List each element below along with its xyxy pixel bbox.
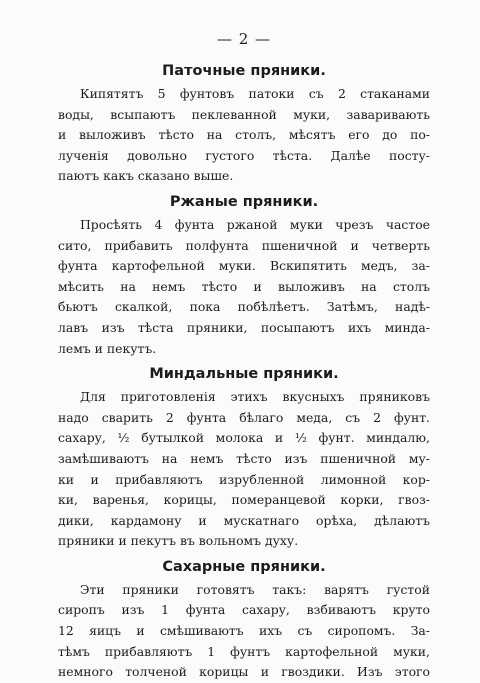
text-line: замѣшиваютъ на немъ тѣсто изъ пшеничной му- bbox=[58, 450, 430, 466]
text-line: лученія довольно густого тѣста. Далѣе посту- bbox=[58, 147, 430, 163]
text-line: пряники и пекутъ въ вольномъ духу. bbox=[58, 533, 299, 549]
text-line: Кипятятъ 5 фунтовъ патоки съ 2 стаканами bbox=[80, 86, 430, 101]
text-line: Просѣять 4 фунта ржаной муки чрезъ частое bbox=[80, 216, 430, 232]
text-line: лемъ и пекутъ. bbox=[58, 340, 157, 356]
text-line: немного толченой корицы и гвоздики. Изъ этого bbox=[58, 664, 430, 680]
text-line: воды, всыпаютъ пеклеванной муки, заваривають bbox=[58, 106, 430, 122]
section-title: Сахарные пряники. bbox=[162, 558, 326, 575]
section-title: Миндальные пряники. bbox=[149, 366, 339, 383]
section-patochnye bbox=[58, 60, 430, 187]
text-line: паютъ какъ сказано выше. bbox=[58, 168, 234, 184]
section-text bbox=[58, 84, 430, 187]
text-line: Эти пряники готовятъ такъ: варятъ густой bbox=[80, 581, 430, 597]
text-line: сито, прибавить полфунта пшеничной и четверть bbox=[58, 237, 430, 253]
section-text bbox=[58, 580, 430, 683]
section-title: Паточные пряники. bbox=[162, 63, 326, 79]
text-line: бьютъ скалкой, пока побѣлѣетъ. Затѣмъ, надѣ- bbox=[58, 299, 430, 315]
text-line: ки, варенья, корицы, померанцевой корки, гвоз- bbox=[58, 492, 430, 508]
section-rzhanye bbox=[58, 191, 430, 359]
page-number: — 2 — bbox=[216, 30, 272, 48]
text-line: мѣсить на немъ тѣсто и выложивъ на столъ bbox=[58, 278, 430, 294]
text-line: сахару, ½ бутылкой молока и ½ фунт. миндалю, bbox=[58, 430, 430, 446]
text-line: сиропъ изъ 1 фунта сахару, взбиваютъ круто bbox=[58, 602, 430, 618]
text-line: 12 яицъ и смѣшиваютъ ихъ съ сиропомъ. За- bbox=[58, 623, 430, 639]
section-text bbox=[58, 387, 430, 552]
section-text bbox=[58, 215, 430, 359]
text-line: тѣмъ прибавляютъ 1 фунтъ картофельной муки, bbox=[58, 643, 430, 659]
section-sakharnye bbox=[58, 556, 430, 683]
text-line: Для приготовленія этихъ вкусныхъ пряниковъ bbox=[80, 389, 430, 405]
text-line: фунта картофельной муки. Вскипятить медъ, за- bbox=[58, 258, 430, 274]
text-line: надо сварить 2 фунта бѣлаго меда, съ 2 фунт. bbox=[58, 409, 430, 425]
section-title: Ржаные пряники. bbox=[169, 193, 319, 210]
text-line: лавъ изъ тѣста пряники, посыпаютъ ихъ минда- bbox=[58, 319, 430, 335]
text-line: дики, кардамону и мускатнаго орѣха, дѣлаютъ bbox=[58, 512, 430, 528]
section-mindalnye bbox=[58, 363, 430, 552]
text-line: и выложивъ тѣсто на столъ, мѣсятъ его до по- bbox=[58, 127, 430, 143]
text-line: ки и прибавляютъ изрубленной лимонной кор- bbox=[58, 471, 430, 487]
